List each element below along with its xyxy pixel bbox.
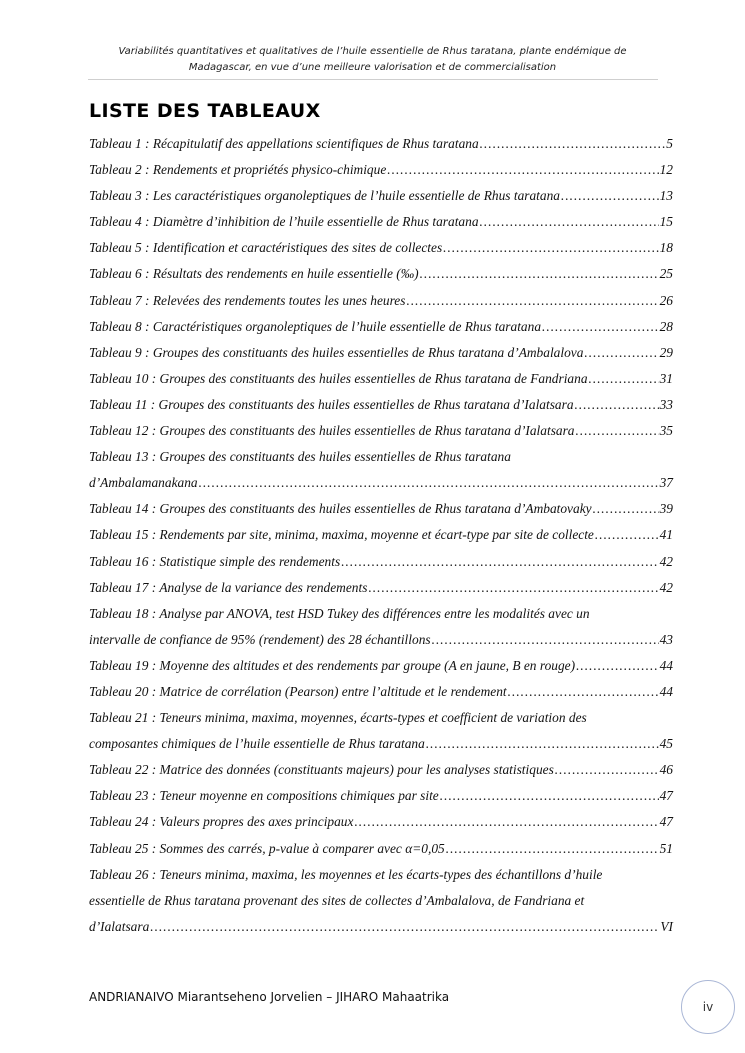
toc-entry-page: 45 — [659, 736, 673, 752]
toc-entry-page: 33 — [659, 396, 673, 412]
toc-entry-title: Tableau 12 : Groupes des constituants des huiles essentielles de Rhus taratana d’Ialatsara — [89, 423, 575, 439]
toc-entry[interactable] — [89, 392, 673, 418]
dot-leader — [199, 470, 659, 496]
footer-authors: ANDRIANAIVO Miarantseheno Jorvelien – JIHARO Mahaatrika — [89, 990, 450, 1004]
toc-entry[interactable] — [89, 809, 673, 835]
toc-entry-page: 42 — [659, 553, 673, 569]
toc-entry-page: 35 — [659, 423, 673, 439]
toc-entry-page: 37 — [659, 475, 673, 491]
toc-entry[interactable] — [89, 470, 673, 496]
dot-leader — [480, 131, 666, 157]
toc-entry[interactable] — [89, 627, 673, 653]
dot-leader — [589, 366, 659, 392]
toc-entry-page: 51 — [659, 840, 673, 856]
toc-entry-page: 5 — [666, 136, 673, 151]
dot-leader — [480, 209, 659, 235]
toc-entry-title: Tableau 14 : Groupes des constituants des huiles essentielles de Rhus taratana d’Ambatovaky — [89, 501, 592, 517]
toc-entry-title: Tableau 5 : Identification et caractéristiques des sites de collectes — [89, 240, 443, 256]
toc-entry[interactable] — [89, 288, 673, 314]
toc-entry[interactable] — [89, 679, 673, 705]
toc-entry-title: Tableau 2 : Rendements et propriétés physico-chimique — [89, 162, 387, 178]
toc-entry-title: Tableau 24 : Valeurs propres des axes principaux — [89, 814, 354, 830]
toc-entry-page: 44 — [659, 683, 673, 699]
toc-entry-page: 12 — [659, 162, 673, 178]
dot-leader — [542, 314, 659, 340]
toc-entry-page: 39 — [659, 501, 673, 517]
toc-entry-title: Tableau 11 : Groupes des constituants des huiles essentielles de Rhus taratana d’Ialatsara — [89, 396, 574, 412]
toc-entry[interactable] — [89, 235, 673, 261]
toc-entry[interactable] — [89, 549, 673, 575]
toc-entry[interactable] — [89, 836, 673, 862]
toc-entry-title: Tableau 8 : Caractéristiques organoleptiques de l’huile essentielle de Rhus taratana — [89, 318, 542, 334]
toc-entry-title: Tableau 7 : Relevées des rendements toutes les unes heures — [89, 292, 406, 308]
page-number: iv — [702, 1000, 714, 1014]
toc-entry-title: Tableau 23 : Teneur moyenne en compositions chimiques par site — [89, 788, 439, 804]
toc-entry[interactable] — [89, 783, 673, 809]
toc-entry-title: Tableau 10 : Groupes des constituants des huiles essentielles de Rhus taratana de Fandriana — [89, 370, 588, 386]
toc-entry-page: 42 — [659, 579, 673, 595]
toc-entry-line[interactable]: Tableau 21 : Teneurs minima, maxima, moyennes, écarts-types et coefficient de variation des — [89, 710, 587, 726]
toc-entry[interactable] — [89, 261, 673, 287]
toc-entry-page: 46 — [659, 762, 673, 778]
dot-leader — [576, 653, 659, 679]
header-line-1: Variabilités quantitatives et qualitatives de l’huile essentielle de Rhus taratana, plante endémique de — [118, 46, 627, 57]
toc-entry-title: Tableau 25 : Sommes des carrés, p-value à comparer avec α=0,05 — [89, 840, 445, 856]
toc-entry-page: 25 — [659, 266, 673, 282]
toc-entry-page: 31 — [659, 370, 673, 386]
dot-leader — [508, 679, 659, 705]
toc-entry-page: 47 — [659, 814, 673, 830]
toc-entry-page: 28 — [659, 318, 673, 334]
toc-entry-title: Tableau 6 : Résultats des rendements en huile essentielle (‰) — [89, 266, 419, 282]
table-of-tables — [89, 131, 673, 940]
toc-entry-title: Tableau 19 : Moyenne des altitudes et des rendements par groupe (A en jaune, B en rouge) — [89, 657, 576, 673]
dot-leader — [443, 235, 658, 261]
toc-entry-line[interactable]: essentielle de Rhus taratana provenant des sites de collectes d’Ambalalova, de Fandriana et — [89, 892, 585, 908]
dot-leader — [341, 549, 658, 575]
dot-leader — [584, 340, 658, 366]
toc-entry[interactable] — [89, 914, 673, 940]
toc-entry-page: 15 — [659, 214, 673, 230]
toc-entry-title: Tableau 4 : Diamètre d’inhibition de l’huile essentielle de Rhus taratana — [89, 214, 479, 230]
toc-entry[interactable] — [89, 522, 673, 548]
toc-entry[interactable] — [89, 314, 673, 340]
toc-entry-page: 26 — [659, 292, 673, 308]
toc-entry[interactable] — [89, 366, 673, 392]
dot-leader — [406, 288, 658, 314]
dot-leader — [440, 783, 659, 809]
toc-entry-page: 47 — [659, 788, 673, 804]
header-divider — [88, 79, 658, 80]
toc-entry-page: 41 — [659, 527, 673, 543]
dot-leader — [368, 575, 658, 601]
dot-leader — [354, 809, 658, 835]
header-line-2: Madagascar, en vue d’une meilleure valorisation et de commercialisation — [188, 62, 557, 73]
toc-entry-title: d’Ialatsara — [89, 918, 150, 934]
toc-entry-title: Tableau 9 : Groupes des constituants des huiles essentielles de Rhus taratana d’Ambalalova — [89, 344, 584, 360]
toc-entry-page: VI — [660, 918, 673, 934]
dot-leader — [432, 627, 659, 653]
toc-entry-title: composantes chimiques de l’huile essentielle de Rhus taratana — [89, 736, 425, 752]
toc-entry[interactable] — [89, 340, 673, 366]
dot-leader — [555, 757, 659, 783]
toc-entry-page: 29 — [659, 344, 673, 360]
dot-leader — [593, 496, 659, 522]
page-number-badge — [681, 980, 735, 1034]
dot-leader — [426, 731, 659, 757]
dot-leader — [150, 914, 659, 940]
toc-entry-title: Tableau 15 : Rendements par site, minima, maxima, moyenne et écart-type par site de collecte — [89, 527, 594, 543]
toc-entry-title: Tableau 1 : Récapitulatif des appellations scientifiques de Rhus taratana — [89, 136, 479, 151]
dot-leader — [387, 157, 658, 183]
toc-entry-title: d’Ambalamanakana — [89, 475, 198, 491]
toc-entry-page: 44 — [659, 657, 673, 673]
running-header — [100, 44, 645, 76]
toc-entry[interactable] — [89, 496, 673, 522]
dot-leader — [446, 836, 659, 862]
toc-entry[interactable] — [89, 157, 673, 183]
dot-leader — [595, 522, 659, 548]
dot-leader — [575, 392, 659, 418]
toc-entry[interactable] — [89, 418, 673, 444]
toc-entry-line[interactable]: Tableau 26 : Teneurs minima, maxima, les moyennes et les écarts-types des échantillons d’huile — [89, 866, 603, 882]
toc-entry-title: Tableau 3 : Les caractéristiques organoleptiques de l’huile essentielle de Rhus taratana — [89, 188, 560, 204]
dot-leader — [561, 183, 659, 209]
page-title: LISTE DES TABLEAUX — [89, 100, 321, 122]
toc-entry[interactable] — [89, 209, 673, 235]
toc-entry-title: intervalle de confiance de 95% (rendement) des 28 échantillons — [89, 631, 431, 647]
toc-entry[interactable] — [89, 575, 673, 601]
toc-entry[interactable] — [89, 731, 673, 757]
toc-entry[interactable] — [89, 183, 673, 209]
toc-entry-title: Tableau 20 : Matrice de corrélation (Pearson) entre l’altitude et le rendement — [89, 683, 507, 699]
toc-entry-line[interactable]: Tableau 18 : Analyse par ANOVA, test HSD Tukey des différences entre les modalités avec un — [89, 605, 590, 621]
toc-entry[interactable] — [89, 131, 673, 157]
toc-entry[interactable] — [89, 757, 673, 783]
toc-entry[interactable] — [89, 653, 673, 679]
dot-leader — [576, 418, 659, 444]
toc-entry-title: Tableau 16 : Statistique simple des rendements — [89, 553, 341, 569]
toc-entry-page: 13 — [659, 188, 673, 204]
toc-entry-page: 18 — [659, 240, 673, 256]
toc-entry-line[interactable]: Tableau 13 : Groupes des constituants des huiles essentielles de Rhus taratana — [89, 449, 511, 465]
toc-entry-page: 43 — [659, 631, 673, 647]
dot-leader — [420, 261, 659, 287]
toc-entry-title: Tableau 17 : Analyse de la variance des rendements — [89, 579, 368, 595]
toc-entry-title: Tableau 22 : Matrice des données (constituants majeurs) pour les analyses statistiques — [89, 762, 554, 778]
